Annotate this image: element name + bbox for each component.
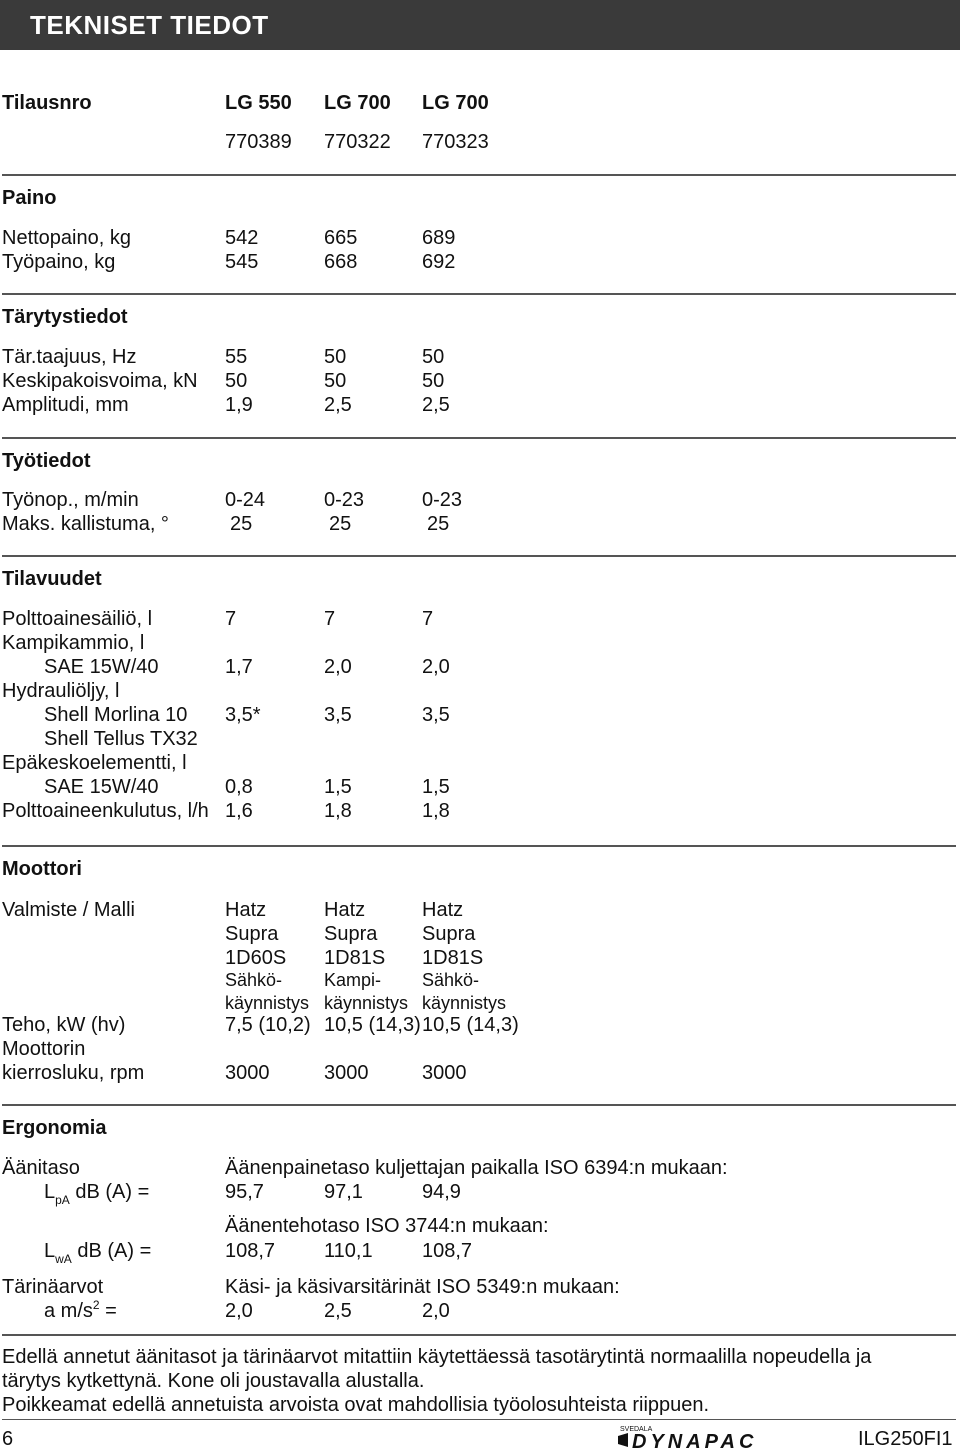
row-label: Polttoaineenkulutus, l/h xyxy=(2,800,209,822)
engine-model: 1D81S xyxy=(324,947,386,969)
row-value: 2,5 xyxy=(324,1300,352,1322)
engine-brand: Hatz xyxy=(225,899,267,921)
row-value: 55 xyxy=(225,346,248,368)
row-value: 3,5* xyxy=(225,704,261,726)
order-number-label: Tilausnro xyxy=(2,92,92,114)
row-label: Kampikammio, l xyxy=(2,632,145,654)
row-value: 2,0 xyxy=(225,1300,253,1322)
section-title-tilavuudet: Tilavuudet xyxy=(2,568,102,590)
row-value: 3,5 xyxy=(324,704,352,726)
row-value: 2,0 xyxy=(422,1300,450,1322)
model-name: LG 700 xyxy=(422,92,489,114)
row-label: Keskipakoisvoima, kN xyxy=(2,370,198,392)
row-value: 2,5 xyxy=(324,394,352,416)
row-label: Amplitudi, mm xyxy=(2,394,129,416)
row-label: Nettopaino, kg xyxy=(2,227,131,249)
svg-text:SVEDALA: SVEDALA xyxy=(620,1426,653,1433)
row-label: Polttoainesäiliö, l xyxy=(2,608,153,630)
row-label: Epäkeskoelementti, l xyxy=(2,752,187,774)
row-value: 1,8 xyxy=(422,800,450,822)
lpa-label: $L_{pA}$ dB (A) = xyxy=(44,1181,150,1207)
row-label: Shell Tellus TX32 xyxy=(44,728,198,750)
row-value: 1,8 xyxy=(324,800,352,822)
row-value: 0-23 xyxy=(324,489,365,511)
engine-model: 1D81S xyxy=(422,947,484,969)
model-name: LG 700 xyxy=(324,92,391,114)
section-divider xyxy=(2,437,956,439)
row-value: 1,6 xyxy=(225,800,253,822)
section-title-moottori: Moottori xyxy=(2,858,82,880)
page-header xyxy=(0,0,960,50)
row-value: 94,9 xyxy=(422,1181,461,1203)
order-number: 770322 xyxy=(324,131,391,153)
row-label: SAE 15W/40 xyxy=(44,656,159,678)
row-value: 7,5 (10,2) xyxy=(225,1014,311,1036)
engine-brand: Hatz xyxy=(324,899,366,921)
row-value: 689 xyxy=(422,227,456,249)
note-line: Poikkeamat edellä annetuista arvoista ovat mahdollisia työolosuhteista riippuen. xyxy=(2,1394,710,1416)
section-divider xyxy=(2,845,956,847)
lwa-label: $L_{wA}$ dB (A) = xyxy=(44,1240,152,1266)
engine-start: Kampi- xyxy=(324,970,382,990)
row-value: 2,0 xyxy=(422,656,450,678)
row-label: Moottorin xyxy=(2,1038,86,1060)
order-number: 770323 xyxy=(422,131,489,153)
row-value: 3000 xyxy=(422,1062,467,1084)
row-value: 50 xyxy=(422,346,445,368)
measurement-description: Äänenpainetaso kuljettajan paikalla ISO 6394:n mukaan: xyxy=(225,1157,728,1179)
row-value: 2,0 xyxy=(324,656,352,678)
row-value: 1,7 xyxy=(225,656,253,678)
section-divider xyxy=(2,1104,956,1106)
row-label: Shell Morlina 10 xyxy=(44,704,188,726)
row-label: Työnop., m/min xyxy=(2,489,139,511)
engine-start: käynnistys xyxy=(324,993,409,1013)
row-value: 1,5 xyxy=(422,776,450,798)
row-value: 97,1 xyxy=(324,1181,363,1203)
row-value: 3000 xyxy=(225,1062,270,1084)
row-label: SAE 15W/40 xyxy=(44,776,159,798)
note-line: Edellä annetut äänitasot ja tärinäarvot mitattiin käytettäessä tasotärytintä normaalilla nopeudella ja xyxy=(2,1346,872,1368)
row-label: Tär.taajuus, Hz xyxy=(2,346,137,368)
row-value: 3,5 xyxy=(422,704,450,726)
row-value: 25 xyxy=(329,513,352,535)
footer-divider xyxy=(2,1419,956,1420)
document-code: ILG250FI1 xyxy=(858,1428,953,1450)
engine-series: Supra xyxy=(324,923,378,945)
engine-start: käynnistys xyxy=(225,993,310,1013)
row-value: 10,5 (14,3) xyxy=(324,1014,421,1036)
row-value: 542 xyxy=(225,227,259,249)
note-line: tärytys kytkettynä. Kone oli joustavalla alustalla. xyxy=(2,1370,425,1392)
order-number: 770389 xyxy=(225,131,292,153)
row-value: 665 xyxy=(324,227,358,249)
row-label: Valmiste / Malli xyxy=(2,899,135,921)
row-value: 3000 xyxy=(324,1062,369,1084)
row-value: 25 xyxy=(427,513,450,535)
engine-model: 1D60S xyxy=(225,947,287,969)
row-value: 692 xyxy=(422,251,456,273)
row-value: 50 xyxy=(225,370,248,392)
section-title-paino: Paino xyxy=(2,187,57,209)
engine-brand: Hatz xyxy=(422,899,464,921)
row-value: 50 xyxy=(324,346,347,368)
model-name: LG 550 xyxy=(225,92,292,114)
engine-start: Sähkö- xyxy=(422,970,480,990)
row-label: Maks. kallistuma, ° xyxy=(2,513,169,535)
measurement-description: Äänentehotaso ISO 3744:n mukaan: xyxy=(225,1215,549,1237)
row-value: 108,7 xyxy=(422,1240,473,1262)
dynapac-logo xyxy=(618,1424,834,1450)
row-value: 50 xyxy=(422,370,445,392)
row-value: 95,7 xyxy=(225,1181,264,1203)
row-value: 2,5 xyxy=(422,394,450,416)
section-divider xyxy=(2,1334,956,1336)
section-title-ergonomia: Ergonomia xyxy=(2,1117,107,1139)
row-value: 0,8 xyxy=(225,776,253,798)
engine-start: käynnistys xyxy=(422,993,507,1013)
row-label: Äänitaso xyxy=(2,1157,80,1179)
row-value: 7 xyxy=(225,608,237,630)
row-value: 1,5 xyxy=(324,776,352,798)
section-divider xyxy=(2,293,956,295)
row-value: 7 xyxy=(324,608,336,630)
row-value: 25 xyxy=(230,513,253,535)
row-value: 1,9 xyxy=(225,394,253,416)
engine-start: Sähkö- xyxy=(225,970,283,990)
row-value: 50 xyxy=(324,370,347,392)
row-value: 110,1 xyxy=(324,1240,373,1262)
row-value: 108,7 xyxy=(225,1240,276,1262)
page-title: TEKNISET TIEDOT xyxy=(30,10,269,40)
row-label: Hydrauliöljy, l xyxy=(2,680,120,702)
row-value: 10,5 (14,3) xyxy=(422,1014,519,1036)
row-value: 668 xyxy=(324,251,358,273)
page-number: 6 xyxy=(2,1428,14,1450)
section-title-tyotiedot: Työtiedot xyxy=(2,450,91,472)
svg-text:DYNAPAC: DYNAPAC xyxy=(632,1431,758,1450)
row-value: 0-23 xyxy=(422,489,463,511)
section-divider xyxy=(2,174,956,176)
engine-series: Supra xyxy=(422,923,476,945)
row-label: Tärinäarvot xyxy=(2,1276,104,1298)
row-value: 0-24 xyxy=(225,489,266,511)
row-value: 545 xyxy=(225,251,259,273)
row-value: 7 xyxy=(422,608,434,630)
row-label: kierrosluku, rpm xyxy=(2,1062,145,1084)
row-label: Työpaino, kg xyxy=(2,251,116,273)
vibration-label: a $m/s^2$ = xyxy=(44,1298,117,1322)
section-title-tarytys: Tärytystiedot xyxy=(2,306,128,328)
engine-series: Supra xyxy=(225,923,279,945)
row-label: Teho, kW (hv) xyxy=(2,1014,126,1036)
section-divider xyxy=(2,555,956,557)
measurement-description: Käsi- ja käsivarsitärinät ISO 5349:n mukaan: xyxy=(225,1276,620,1298)
